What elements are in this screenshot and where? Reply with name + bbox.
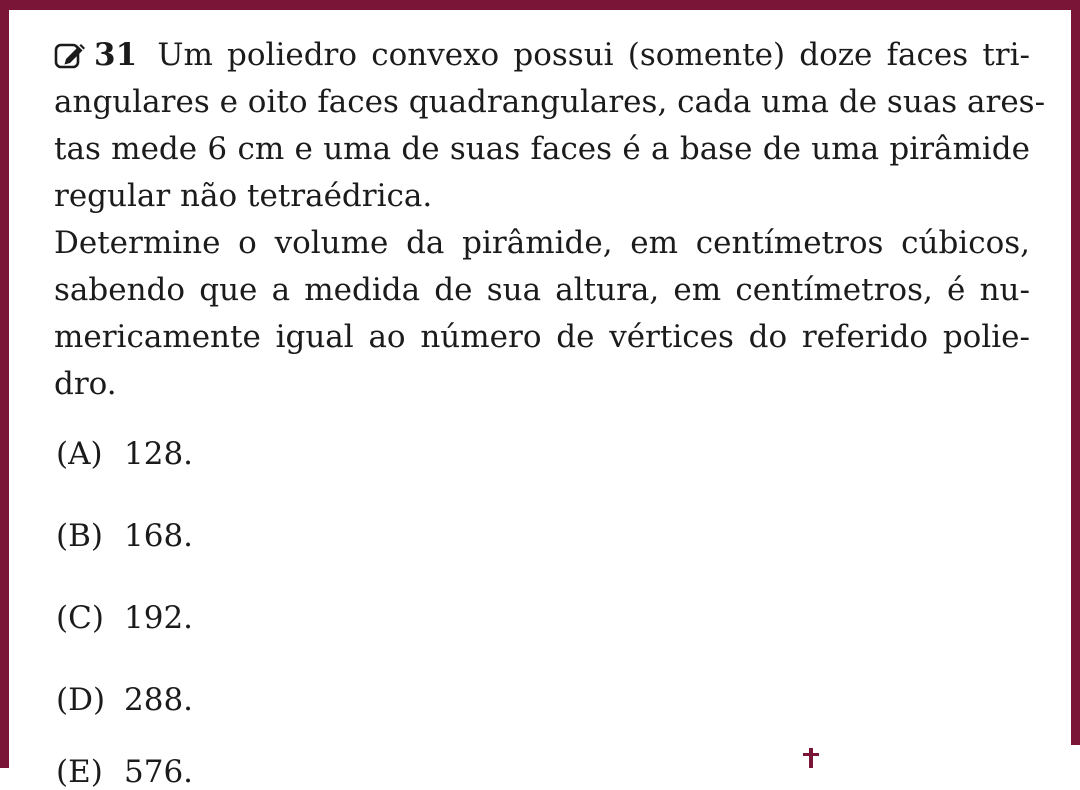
- prompt-line-2: sabendo que a medida de sua altura, em centímetros, é nu-: [54, 272, 1030, 308]
- statement-line-2: angulares e oito faces quadrangulares, cada uma de suas ares-: [54, 84, 1046, 120]
- question-number: 31: [94, 37, 138, 73]
- statement-line-4: regular não tetraédrica.: [54, 178, 433, 214]
- question-prompt: [54, 220, 1030, 408]
- option-b[interactable]: [56, 518, 193, 554]
- option-c[interactable]: [56, 600, 193, 636]
- option-value: 128.: [124, 436, 194, 472]
- option-letter: (B): [56, 518, 103, 554]
- option-letter: (A): [56, 436, 103, 472]
- pencil-square-icon: [54, 36, 86, 66]
- frame-left-border: [0, 0, 9, 768]
- option-value: 288.: [124, 682, 194, 718]
- question-block: [54, 32, 1046, 408]
- option-value: 576.: [124, 754, 194, 790]
- frame-right-border: [1071, 0, 1080, 745]
- option-value: 192.: [124, 600, 194, 636]
- prompt-line-1: Determine o volume da pirâmide, em centímetros cúbicos,: [54, 225, 1030, 261]
- cross-mark-icon: [796, 748, 826, 768]
- frame-right-border-end: [1071, 738, 1080, 742]
- option-a[interactable]: [56, 436, 193, 472]
- option-e[interactable]: [56, 754, 193, 790]
- statement-line-1: Um poliedro convexo possui (somente) doze faces tri-: [157, 37, 1031, 73]
- prompt-line-3: mericamente igual ao número de vértices do referido polie-: [54, 319, 1030, 355]
- prompt-line-4: dro.: [54, 366, 117, 402]
- statement-line-3: tas mede 6 cm e uma de suas faces é a base de uma pirâmide: [54, 131, 1030, 167]
- option-d[interactable]: [56, 682, 193, 718]
- frame-top-border: [0, 0, 1080, 10]
- question-first-line: [54, 32, 1030, 79]
- option-letter: (D): [56, 682, 106, 718]
- option-letter: (C): [56, 600, 104, 636]
- option-value: 168.: [124, 518, 194, 554]
- option-letter: (E): [56, 754, 103, 790]
- question-statement: [54, 32, 1046, 220]
